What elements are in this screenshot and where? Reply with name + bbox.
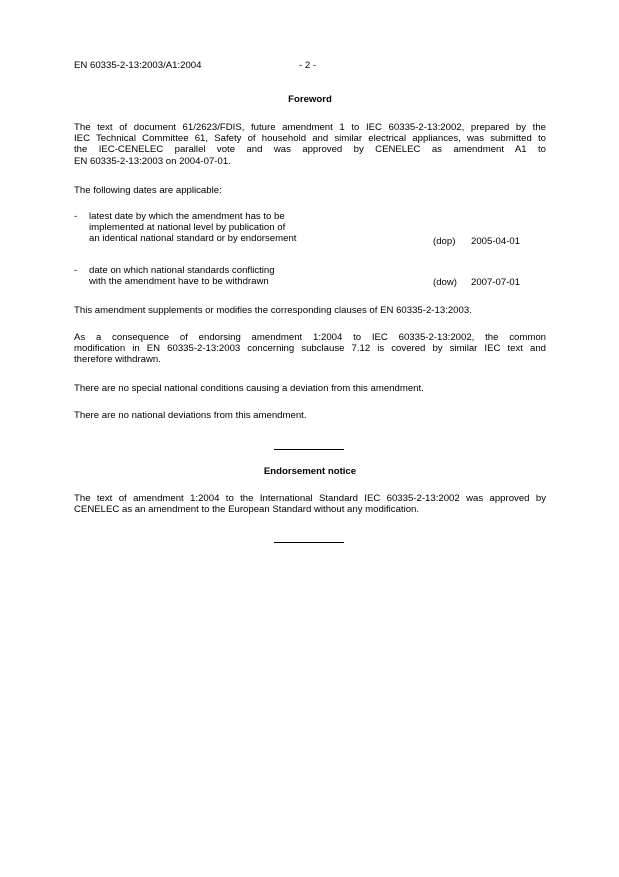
date-item-line: implemented at national level by publication of xyxy=(89,222,286,234)
date-item-dop xyxy=(89,211,419,245)
date-value: 2007-07-01 xyxy=(471,277,521,288)
consequence-line: As a consequence of endorsing amendment 1:2004 to IEC 60335-2-13:2002, the common xyxy=(74,332,546,343)
special-conditions-paragraph: There are no special national conditions causing a deviation from this amendment. xyxy=(74,383,424,394)
foreword-intro xyxy=(74,122,546,167)
supplements-paragraph: This amendment supplements or modifies the corresponding clauses of EN 60335-2-13:2003. xyxy=(74,305,472,316)
date-item-line: with the amendment have to be withdrawn xyxy=(89,276,269,288)
endorsement-title: Endorsement notice xyxy=(263,466,357,477)
date-item-dow xyxy=(89,265,419,287)
dates-intro: The following dates are applicable: xyxy=(74,185,222,196)
intro-line: EN 60335-2-13:2003 on 2004-07-01. xyxy=(74,155,231,167)
consequence-line: modification in EN 60335-2-13:2003 concerning subclause 7.12 is covered by similar IEC text and xyxy=(74,343,546,355)
intro-line: the IEC-CENELEC parallel vote and was approved by CENELEC as amendment A1 to xyxy=(74,144,546,156)
section-divider xyxy=(274,449,344,450)
consequence-line: therefore withdrawn. xyxy=(74,354,161,366)
intro-line: IEC Technical Committee 61, Safety of household and similar electrical appliances, was submitted to xyxy=(74,133,546,145)
endorsement-paragraph xyxy=(74,493,546,515)
date-item-line: latest date by which the amendment has to be xyxy=(89,211,285,222)
date-code: (dow) xyxy=(433,277,457,288)
consequence-paragraph xyxy=(74,332,546,366)
foreword-title: Foreword xyxy=(288,94,332,105)
page-number: - 2 - xyxy=(299,60,317,71)
list-bullet: - xyxy=(74,265,78,276)
endorsement-line: The text of amendment 1:2004 to the International Standard IEC 60335-2-13:2002 was approved by xyxy=(74,493,546,504)
date-item-line: date on which national standards conflicting xyxy=(89,265,275,276)
endorsement-line: CENELEC as an amendment to the European Standard without any modification. xyxy=(74,504,420,516)
intro-line: The text of document 61/2623/FDIS, future amendment 1 to IEC 60335-2-13:2002, prepared by the xyxy=(74,122,546,133)
date-code: (dop) xyxy=(433,236,456,247)
date-value: 2005-04-01 xyxy=(471,236,521,247)
section-divider xyxy=(274,542,344,543)
date-item-line: an identical national standard or by endorsement xyxy=(89,233,297,245)
national-deviations-paragraph: There are no national deviations from this amendment. xyxy=(74,410,307,421)
list-bullet: - xyxy=(74,211,78,222)
document-id: EN 60335-2-13:2003/A1:2004 xyxy=(74,60,202,71)
